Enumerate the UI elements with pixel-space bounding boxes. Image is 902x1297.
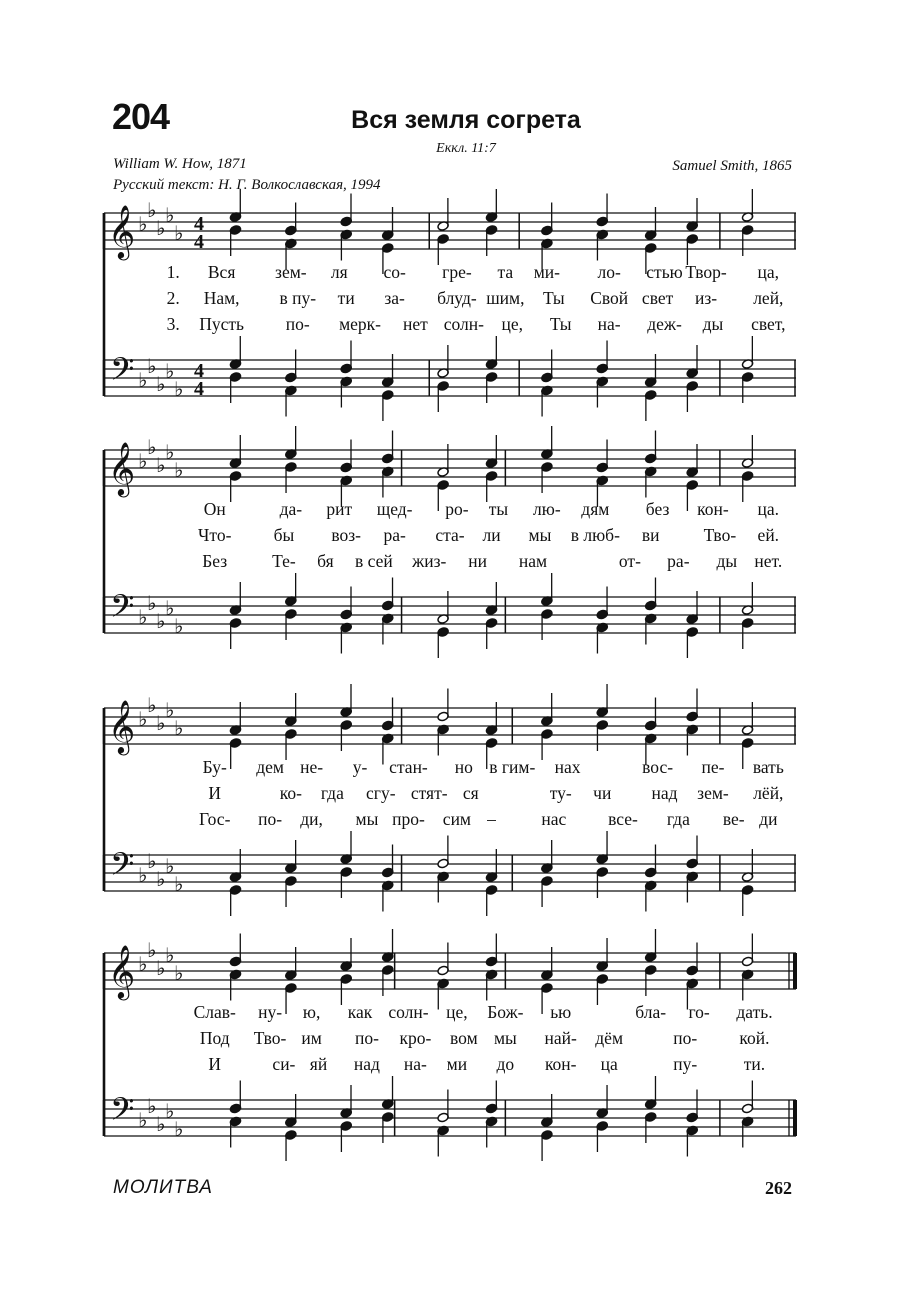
- lyric-syllable: Твор-: [685, 262, 727, 282]
- treble-clef-icon: 𝄞: [108, 441, 136, 495]
- lyric-syllable: блуд-: [437, 288, 477, 308]
- lyric-syllable: ми-: [533, 262, 561, 282]
- flat-icon: ♭: [165, 359, 175, 383]
- flat-icon: ♭: [147, 938, 157, 962]
- lyric-syllable: шим,: [486, 288, 525, 308]
- lyric-syllable: Нам,: [203, 288, 240, 308]
- lyric-syllable: це,: [501, 314, 524, 334]
- time-signature: 4: [194, 360, 204, 382]
- lyric-syllable: из-: [694, 288, 718, 308]
- lyric-line-verse-3: [104, 551, 796, 577]
- lyric-syllable: ра-: [667, 551, 690, 571]
- treble-clef-icon: 𝄞: [108, 204, 136, 258]
- flat-icon: ♭: [156, 711, 166, 735]
- lyric-syllable: не-: [300, 757, 324, 777]
- flat-icon: ♭: [147, 591, 157, 615]
- time-signature: 4: [194, 231, 204, 253]
- verse-number: 2.: [166, 288, 180, 308]
- lyric-syllable: по-: [258, 809, 283, 829]
- flat-icon: ♭: [138, 605, 148, 629]
- lyric-line-verse-3: [104, 1054, 796, 1080]
- flat-icon: ♭: [174, 961, 184, 985]
- lyric-syllable: Тво-: [703, 525, 737, 545]
- flat-icon: ♭: [138, 368, 148, 392]
- words-credit: William W. How, 1871: [113, 156, 247, 172]
- lyric-syllable: Гос-: [199, 809, 231, 829]
- lyric-syllable: в гим-: [489, 757, 536, 777]
- lyric-syllable: ви: [641, 525, 660, 545]
- treble-clef-icon: 𝄞: [108, 699, 136, 753]
- music-credit: Samuel Smith, 1865: [672, 158, 792, 174]
- lyric-line-verse-1: [104, 1002, 796, 1028]
- treble-clef-icon: 𝄞: [108, 944, 136, 998]
- lyric-syllable: ды: [702, 314, 724, 334]
- lyric-syllable: свет: [641, 288, 674, 308]
- lyric-syllable: Пусть: [199, 314, 245, 334]
- lyric-syllable: Он: [203, 499, 226, 519]
- treble-staff: [104, 693, 796, 755]
- lyric-syllable: но: [454, 757, 473, 777]
- lyric-syllable: Слав-: [193, 1002, 236, 1022]
- bass-clef-icon: 𝄢: [110, 1091, 135, 1135]
- lyric-syllable: сгу-: [366, 783, 396, 803]
- bass-clef-icon: 𝄢: [110, 351, 135, 395]
- lyric-syllable: Те-: [272, 551, 296, 571]
- flat-icon: ♭: [165, 943, 175, 967]
- lyric-syllable: Под: [199, 1028, 230, 1048]
- lyric-syllable: нет: [403, 314, 428, 334]
- lyric-syllable: за-: [384, 288, 405, 308]
- lyric-syllable: ти.: [743, 1054, 766, 1074]
- flat-icon: ♭: [165, 1099, 175, 1123]
- lyric-line-verse-3: [104, 809, 796, 835]
- lyric-syllable: мерк-: [339, 314, 381, 334]
- flat-icon: ♭: [156, 216, 166, 240]
- lyric-syllable: над: [353, 1054, 380, 1074]
- lyric-syllable: нет.: [754, 551, 783, 571]
- lyric-syllable: от-: [618, 551, 641, 571]
- lyric-syllable: вать: [752, 757, 784, 777]
- lyric-syllable: рит: [326, 499, 353, 519]
- flat-icon: ♭: [174, 458, 184, 482]
- flat-icon: ♭: [138, 863, 148, 887]
- lyric-syllable: Бож-: [487, 1002, 524, 1022]
- verse-number: 3.: [166, 314, 180, 334]
- lyric-syllable: мы: [528, 525, 552, 545]
- lyric-syllable: пу-: [673, 1054, 698, 1074]
- lyric-syllable: им: [301, 1028, 322, 1048]
- lyric-syllable: свет,: [751, 314, 786, 334]
- flat-icon: ♭: [165, 203, 175, 227]
- lyric-syllable: гда: [320, 783, 344, 803]
- flat-icon: ♭: [156, 956, 166, 980]
- lyric-syllable: щед-: [376, 499, 413, 519]
- flat-icon: ♭: [138, 212, 148, 236]
- lyric-syllable: гда: [666, 809, 690, 829]
- lyric-syllable: лей,: [753, 288, 784, 308]
- lyric-line-verse-1: [104, 499, 796, 525]
- lyric-syllable: кон-: [697, 499, 729, 519]
- lyric-syllable: стью: [646, 262, 683, 282]
- lyric-syllable: ра-: [383, 525, 406, 545]
- lyric-syllable: дям: [581, 499, 610, 519]
- lyric-syllable: у-: [352, 757, 368, 777]
- lyric-syllable: ди,: [300, 809, 323, 829]
- lyric-syllable: до: [496, 1054, 515, 1074]
- lyric-syllable: со-: [383, 262, 406, 282]
- lyric-syllable: дем: [256, 757, 284, 777]
- flat-icon: ♭: [165, 854, 175, 878]
- lyric-syllable: ту-: [549, 783, 572, 803]
- time-signature: 4: [194, 378, 204, 400]
- flat-icon: ♭: [147, 693, 157, 717]
- flat-icon: ♭: [156, 867, 166, 891]
- lyric-syllable: мы: [493, 1028, 517, 1048]
- lyric-syllable: кон-: [544, 1054, 577, 1074]
- lyric-syllable: дём: [595, 1028, 624, 1048]
- lyric-syllable: на-: [403, 1054, 427, 1074]
- lyric-syllable: вом: [450, 1028, 478, 1048]
- lyric-syllable: нам: [518, 551, 548, 571]
- lyric-syllable: ти: [337, 288, 355, 308]
- lyric-syllable: ца.: [757, 499, 780, 519]
- lyric-syllable: зем-: [275, 262, 307, 282]
- lyric-syllable: –: [487, 809, 496, 829]
- lyric-syllable: си-: [272, 1054, 296, 1074]
- lyric-syllable: яй: [309, 1054, 328, 1074]
- lyric-syllable: про-: [392, 809, 425, 829]
- lyric-line-verse-2: [104, 1028, 796, 1054]
- lyric-syllable: без: [645, 499, 670, 519]
- lyric-syllable: по-: [673, 1028, 698, 1048]
- flat-icon: ♭: [138, 952, 148, 976]
- flat-icon: ♭: [174, 614, 184, 638]
- lyric-syllable: ей.: [757, 525, 780, 545]
- lyric-line-verse-2: [104, 288, 796, 314]
- lyric-syllable: ью: [550, 1002, 572, 1022]
- flat-icon: ♭: [138, 449, 148, 473]
- flat-icon: ♭: [156, 453, 166, 477]
- lyric-syllable: Что-: [198, 525, 232, 545]
- time-signature: 4: [194, 213, 204, 235]
- flat-icon: ♭: [138, 707, 148, 731]
- lyric-syllable: стят-: [410, 783, 448, 803]
- lyric-syllable: все-: [608, 809, 638, 829]
- lyric-syllable: солн-: [443, 314, 484, 334]
- hymn-number: 204: [112, 96, 170, 137]
- lyric-syllable: Ты: [543, 288, 565, 308]
- music-system-2: [104, 437, 796, 647]
- flat-icon: ♭: [165, 596, 175, 620]
- flat-icon: ♭: [165, 440, 175, 464]
- translation-credit: Русский текст: Н. Г. Волкославская, 1994: [113, 177, 381, 193]
- flat-icon: ♭: [147, 1094, 157, 1118]
- hymn-title: Вся земля согрета: [351, 106, 581, 134]
- lyric-syllable: го-: [688, 1002, 710, 1022]
- lyric-syllable: вос-: [642, 757, 674, 777]
- lyric-syllable: воз-: [331, 525, 362, 545]
- lyric-syllable: ца: [600, 1054, 618, 1074]
- lyric-syllable: дать.: [736, 1002, 773, 1022]
- flat-icon: ♭: [147, 354, 157, 378]
- flat-icon: ♭: [147, 849, 157, 873]
- lyric-syllable: лёй,: [753, 783, 784, 803]
- lyric-syllable: Вся: [207, 262, 236, 282]
- lyric-syllable: жиз-: [412, 551, 447, 571]
- lyric-line-verse-2: [104, 783, 796, 809]
- flat-icon: ♭: [174, 377, 184, 401]
- lyric-syllable: стан-: [389, 757, 428, 777]
- lyric-syllable: на-: [597, 314, 621, 334]
- lyric-syllable: лю-: [533, 499, 561, 519]
- bass-staff: [104, 846, 796, 896]
- lyric-syllable: ца,: [757, 262, 780, 282]
- flat-icon: ♭: [174, 716, 184, 740]
- lyric-syllable: ля: [330, 262, 348, 282]
- lyric-line-verse-3: [104, 314, 796, 340]
- lyric-syllable: ли: [482, 525, 501, 545]
- lyric-syllable: бы: [273, 525, 295, 545]
- scripture-reference: Еккл. 11:7: [436, 141, 496, 156]
- lyric-syllable: кро-: [399, 1028, 432, 1048]
- lyric-syllable: Без: [202, 551, 228, 571]
- lyric-syllable: ну-: [258, 1002, 283, 1022]
- lyric-line-verse-1: [104, 757, 796, 783]
- lyric-syllable: ро-: [445, 499, 469, 519]
- flat-icon: ♭: [147, 198, 157, 222]
- lyric-syllable: ло-: [597, 262, 621, 282]
- lyric-syllable: сим: [442, 809, 472, 829]
- lyric-syllable: чи: [593, 783, 612, 803]
- lyric-syllable: в пу-: [279, 288, 317, 308]
- lyric-syllable: Тво-: [253, 1028, 287, 1048]
- lyric-syllable: бя: [317, 551, 334, 571]
- lyric-syllable: ты: [488, 499, 509, 519]
- flat-icon: ♭: [174, 221, 184, 245]
- lyric-line-verse-1: [104, 262, 796, 288]
- lyric-syllable: деж-: [647, 314, 682, 334]
- flat-icon: ♭: [156, 372, 166, 396]
- lyric-syllable: по-: [354, 1028, 379, 1048]
- lyric-syllable: над: [651, 783, 678, 803]
- lyric-syllable: ды: [716, 551, 738, 571]
- music-system-1: [104, 200, 796, 410]
- lyric-syllable: И: [208, 783, 222, 803]
- lyric-syllable: в люб-: [570, 525, 620, 545]
- lyric-syllable: ста-: [435, 525, 465, 545]
- lyric-syllable: по-: [285, 314, 310, 334]
- bass-clef-icon: 𝄢: [110, 846, 135, 890]
- flat-icon: ♭: [165, 698, 175, 722]
- lyric-syllable: гре-: [442, 262, 472, 282]
- flat-icon: ♭: [138, 1108, 148, 1132]
- lyric-syllable: та: [497, 262, 514, 282]
- music-system-4: [104, 940, 796, 1150]
- lyric-syllable: как: [347, 1002, 373, 1022]
- lyric-syllable: ве-: [722, 809, 745, 829]
- lyric-syllable: солн-: [388, 1002, 429, 1022]
- lyric-syllable: зем-: [697, 783, 729, 803]
- lyric-syllable: мы: [355, 809, 379, 829]
- lyric-syllable: да-: [279, 499, 303, 519]
- lyric-syllable: це,: [446, 1002, 468, 1022]
- lyric-syllable: нах: [554, 757, 581, 777]
- lyric-line-verse-2: [104, 525, 796, 551]
- lyric-syllable: кой.: [739, 1028, 770, 1048]
- lyric-syllable: ди: [759, 809, 778, 829]
- lyric-syllable: Свой: [590, 288, 629, 308]
- section-name: МОЛИТВА: [113, 1177, 213, 1198]
- flat-icon: ♭: [147, 435, 157, 459]
- flat-icon: ♭: [174, 1117, 184, 1141]
- lyric-syllable: ко-: [279, 783, 302, 803]
- flat-icon: ♭: [174, 872, 184, 896]
- lyric-syllable: ся: [462, 783, 479, 803]
- lyric-syllable: ни: [468, 551, 488, 571]
- lyric-syllable: Бу-: [202, 757, 227, 777]
- lyric-syllable: пе-: [701, 757, 725, 777]
- lyric-syllable: И: [208, 1054, 222, 1074]
- page-number: 262: [765, 1178, 792, 1198]
- lyric-syllable: най-: [544, 1028, 577, 1048]
- music-system-3: [104, 695, 796, 905]
- lyric-syllable: в сей: [354, 551, 393, 571]
- verse-number: 1.: [166, 262, 180, 282]
- lyric-syllable: ю,: [302, 1002, 321, 1022]
- lyric-syllable: ми: [446, 1054, 468, 1074]
- bass-clef-icon: 𝄢: [110, 588, 135, 632]
- flat-icon: ♭: [156, 609, 166, 633]
- lyric-syllable: нас: [541, 809, 567, 829]
- lyric-syllable: Ты: [549, 314, 572, 334]
- flat-icon: ♭: [156, 1112, 166, 1136]
- lyric-syllable: бла-: [635, 1002, 667, 1022]
